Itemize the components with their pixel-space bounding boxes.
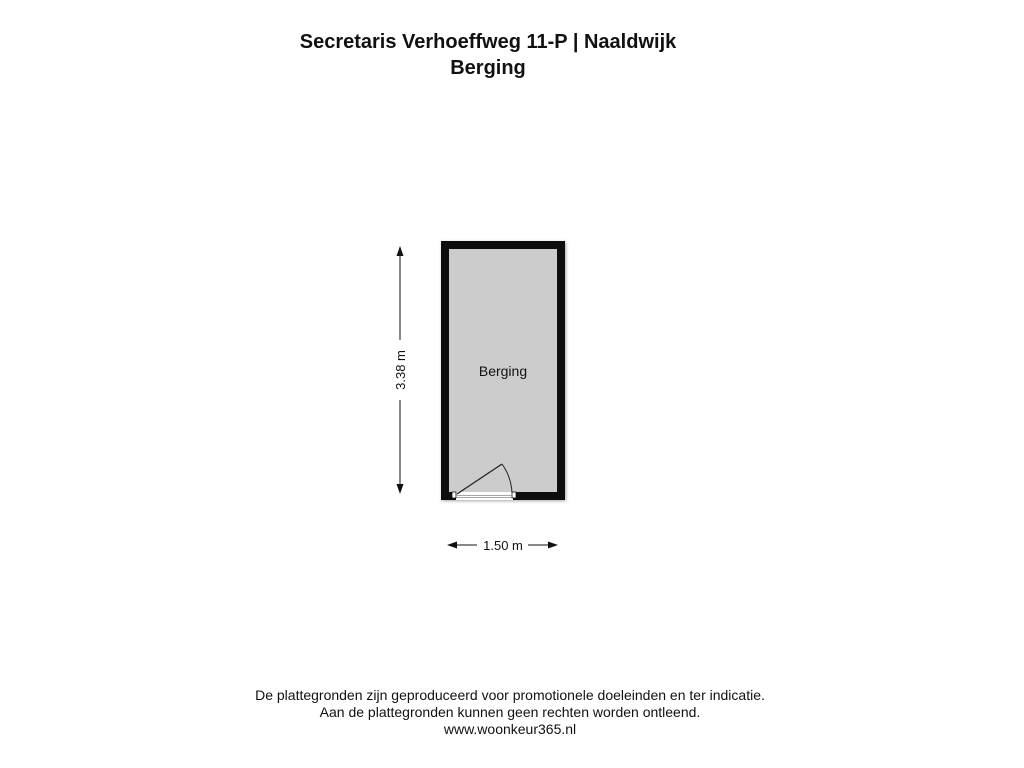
disclaimer-line-1: De plattegronden zijn geproduceerd voor promotionele doeleinden en ter indicatie.: [255, 687, 765, 703]
height-dimension-label: 3.38 m: [393, 350, 408, 390]
width-dimension-arrow-right: [548, 542, 558, 549]
height-dimension-arrow-up: [397, 246, 404, 256]
website-link[interactable]: www.woonkeur365.nl: [443, 721, 577, 737]
room-label: Berging: [478, 363, 528, 379]
disclaimer-line-2: Aan de plattegronden kunnen geen rechten worden ontleend.: [319, 704, 701, 720]
plan-title-address: Secretaris Verhoeffweg 11-P | Naaldwijk: [299, 31, 677, 53]
door-opening: [456, 492, 513, 500]
width-dimension-arrow-left: [447, 542, 457, 549]
width-dimension-label: 1.50 m: [483, 538, 523, 553]
door-jamb-left: [452, 492, 456, 498]
door-jamb-right: [512, 492, 516, 498]
height-dimension: [393, 246, 408, 494]
width-dimension: [447, 538, 558, 553]
plan-title-floor: Berging: [450, 57, 526, 79]
height-dimension-arrow-down: [397, 484, 404, 494]
